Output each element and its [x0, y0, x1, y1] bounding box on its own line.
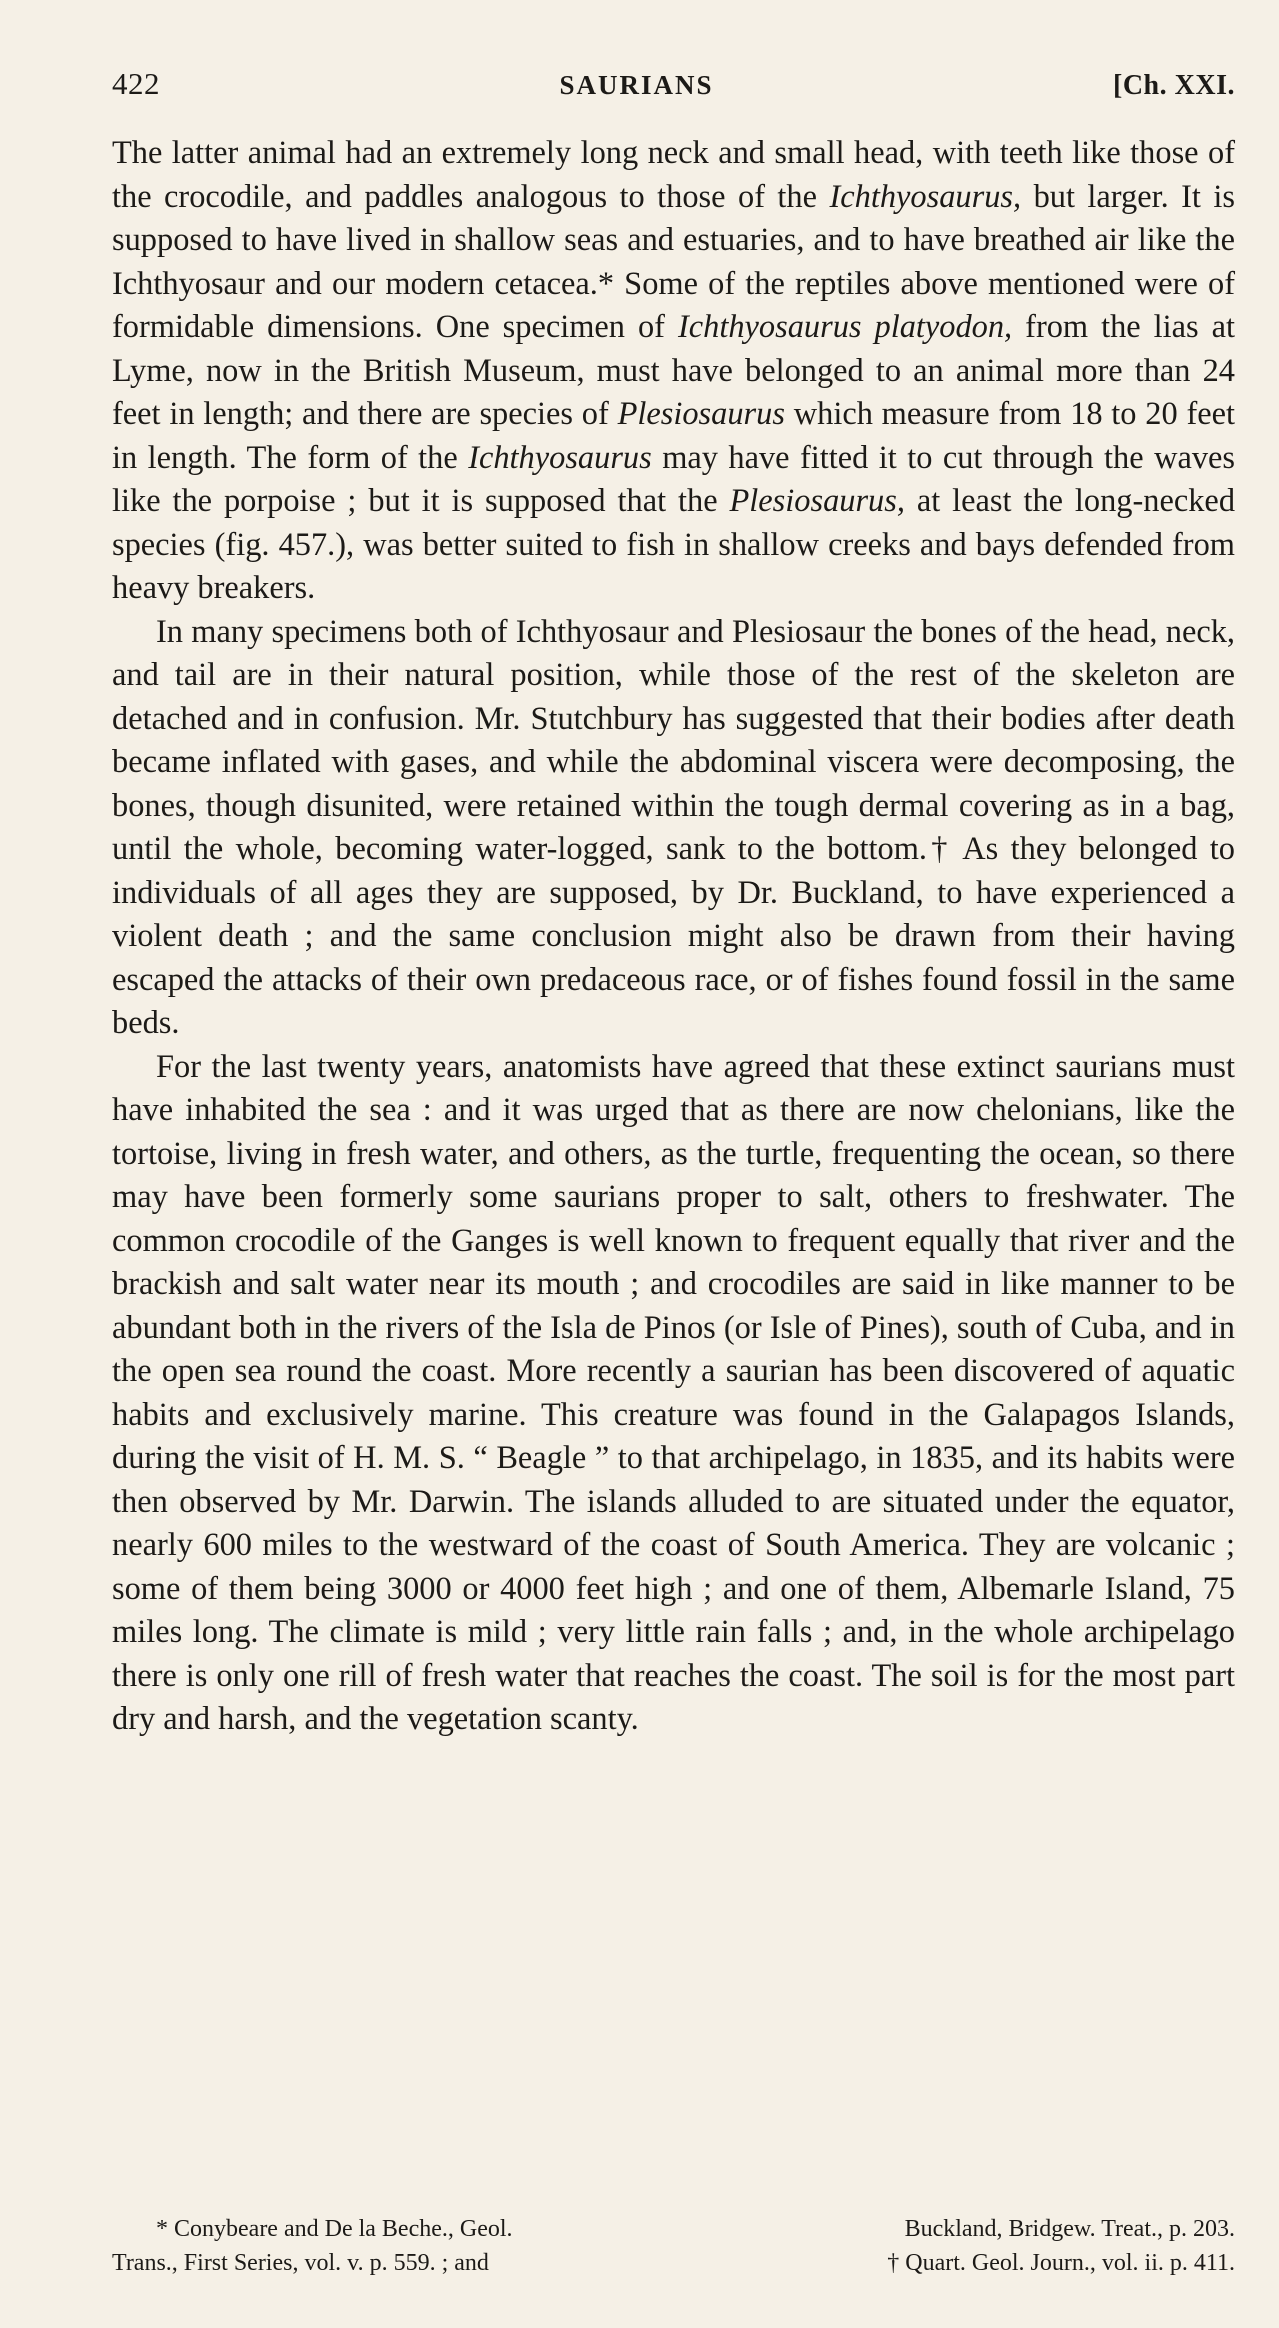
taxon-ichthyosaurus-2: Ichthyosaurus — [468, 439, 652, 476]
footnote-line-1 — [112, 2212, 1235, 2246]
page-number: 422 — [112, 66, 160, 101]
taxon-plesiosaurus-2: Plesiosaurus, — [729, 483, 905, 519]
paragraph-2: In many specimens both of Ichthyosaur and Plesiosaur the bones of the head, neck, and tail are in their natural position, while those of the rest of the skeleton are detached and in confusion. Mr. Stutchbury has suggested that their bodies after death became inflated with gases, and while the abdominal viscera were decomposing, the bones, though disunited, were retained within the tough dermal covering as in a bag, until the whole, becoming water-logged, sank to the bottom.† As they belonged to individuals of all ages they are supposed, by Dr. Buckland, to have experienced a violent death ; and the same conclusion might also be drawn from their having escaped the attacks of their own predaceous race, or of fishes found fossil in the same beds. — [112, 613, 1235, 1041]
running-head — [112, 60, 1235, 110]
paragraph-1-text-c: from the lias at Lyme, now in the British Museum, must have belonged to an animal more than 24 feet in length; and there are species of — [112, 309, 1236, 432]
paragraph-3: For the last twenty years, anatomists have agreed that these extinct saurians must have inhabited the sea : and it was urged that as there are now chelonians, like the tortoise, living in fresh water, and others, as the turtle, frequenting the ocean, so there may have been formerly some saurians proper to salt, others to freshwater. The common crocodile of the Ganges is well known to frequent equally that river and the brackish and salt water near its mouth ; and crocodiles are said in like manner to be abundant both in the rivers of the Isla de Pinos (or Isle of Pines), south of Cuba, and in the open sea round the coast. More recently a saurian has been discovered of aquatic habits and exclusively marine. This creature was found in the Galapagos Islands, during the visit of H. M. S. “ Beagle ” to that archipelago, in 1835, and its habits were then observed by Mr. Darwin. The islands alluded to are situated under the equator, nearly 600 miles to the westward of the coast of South America. They are volcanic ; some of them being 3000 or 4000 feet high ; and one of them, Albemarle Island, 75 miles long. The climate is mild ; very little rain falls ; and, in the whole archipelago there is only one rill of fresh water that reaches the coast. The soil is for the most part dry and harsh, and the vegetation scanty. — [112, 1048, 1235, 1737]
running-title: SAURIANS — [559, 70, 714, 100]
taxon-plesiosaurus: Plesiosaurus — [617, 396, 785, 432]
footnote-2-start: Buckland, Bridgew. Treat., p. 203. — [904, 2216, 1235, 2242]
paragraph-1-text-d: which measure from 18 to 20 feet in length. The form of the — [112, 396, 1235, 476]
paragraph-1 — [112, 132, 1235, 611]
footnote-1-start: * Conybeare and De la Beche., Geol. — [156, 2216, 513, 2242]
paragraph-1-text-f: at least the long-necked species (fig. 457.), was better suited to fish in shallow creeks and bays defended from heavy breakers. — [112, 483, 1236, 606]
chapter-reference: [Ch. XXI. — [1113, 70, 1235, 101]
paragraph-1-text-e: may have fitted it to cut through the waves like the porpoise ; but it is supposed that the — [112, 439, 1236, 519]
footnotes — [112, 2212, 1235, 2280]
taxon-ichthyosaurus: Ichthyosaurus, — [829, 178, 1022, 215]
paragraph-1-text-b: but larger. It is supposed to have lived in shallow seas and estuaries, and to have breathed air like the Ichthyosaur and our modern cetacea.* Some of the reptiles above mentioned were of formidable dimensions. One specimen of — [112, 178, 1235, 345]
footnote-3: † Quart. Geol. Journ., vol. ii. p. 411. — [887, 2250, 1235, 2276]
footnote-line-2 — [112, 2246, 1235, 2280]
paragraph-1-text-a: The latter animal had an extremely long neck and small head, with teeth like those of the crocodile, and paddles analogous to those of the — [112, 135, 1235, 215]
body-text — [112, 132, 1235, 1742]
footnote-1-end: Trans., First Series, vol. v. p. 559. ; and — [112, 2250, 489, 2276]
taxon-ichthyosaurus-platyodon: Ichthyosaurus platyodon, — [677, 309, 1013, 345]
